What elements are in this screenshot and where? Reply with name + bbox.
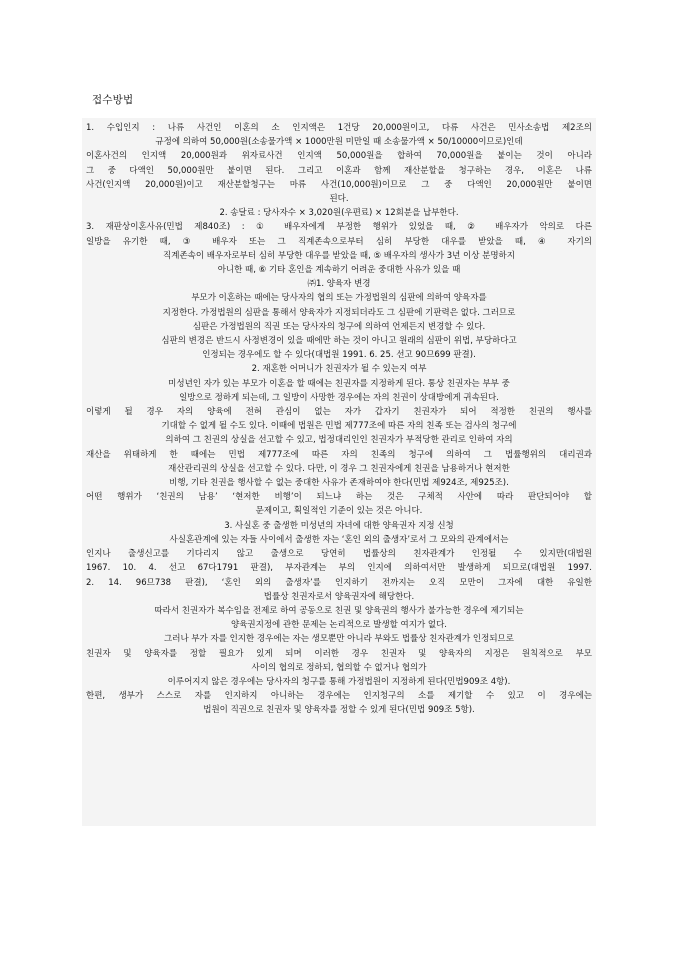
document-body bbox=[82, 118, 596, 826]
document-line: 1. 수입인지 : 나류 사건인 이혼의 소 인지액은 1건당 20,000원이고, 다류 사건은 민사소송법 제2조의 bbox=[86, 123, 592, 133]
document-line: 미성년인 자가 있는 부모가 이혼을 할 때에는 친권자를 지정하게 된다. 통상 친권자는 부부 중 bbox=[168, 378, 510, 389]
document-line: 한편, 생부가 스스로 자를 인지하지 아니하는 경우에는 인지청구의 소를 제기할 수 있고 이 경우에는 bbox=[86, 691, 592, 702]
document-line: 어떤 행위가 ‘친권의 남용’ ‘현저한 비행’이 되느냐 하는 것은 구체적 사안에 따라 판단되어야 할 bbox=[86, 492, 592, 503]
document-line: 법원이 직권으로 친권자 및 양육자를 정할 수 있게 된다(민법 909조 5항). bbox=[203, 705, 475, 716]
document-line: 3. 사실혼 중 출생한 미성년의 자녀에 대한 양육권자 지정 신청 bbox=[224, 520, 454, 531]
document-line: 부모가 이혼하는 때에는 당사자의 협의 또는 가정법원의 심판에 의하여 양육자를 bbox=[191, 293, 487, 304]
document-line: 아니한 때, ⑥ 기타 혼인을 계속하기 어려운 중대한 사유가 있을 때 bbox=[217, 265, 461, 276]
document-line: 사건(인지액 20,000원)이고 재산분할청구는 마류 사건(10,000원)이므로 그 중 다액인 20,000원만 붙이면 bbox=[86, 179, 592, 190]
document-line: 1967. 10. 4. 선고 67다1791 판결), 부자관계는 부의 인지에 의하여서만 발생하게 되므로(대법원 1997. bbox=[86, 563, 592, 574]
document-line: 직계존속이 배우자로부터 심히 부당한 대우를 받았을 때, ⑤ 배우자의 생사가 3년 이상 분명하지 bbox=[163, 250, 515, 261]
document-line: 사이의 협의로 정하되, 협의할 수 없거나 협의가 bbox=[251, 662, 427, 673]
document-line: 규정에 의하여 50,000원(소송물가액 × 1000만원 미만일 때 소송물가액 × 50/10000이므로)인데 bbox=[155, 137, 523, 148]
document-line: 재산을 위태하게 한 때에는 민법 제777조에 따른 자의 친족의 청구에 의하여 그 법률행위의 대리권과 bbox=[86, 449, 592, 460]
document-line: 2. 14. 96므738 판결), ‘혼인 외의 출생자’를 인지하기 전까지는 오직 모만이 그자에 대한 유일한 bbox=[86, 577, 592, 588]
document-line: 인지나 출생신고를 기다리지 않고 출생으로 당연히 법률상의 친자관계가 인정될 수 있지만(대법원 bbox=[86, 549, 592, 560]
document-line: 된다. bbox=[329, 194, 349, 205]
document-line: 2. 재혼한 어머니가 친권자가 될 수 있는지 여부 bbox=[251, 364, 427, 375]
document-line: 문제이고, 획일적인 기준이 있는 것은 아니다. bbox=[255, 506, 423, 517]
document-line: 2. 송달료 : 당사자수 × 3,020원(우편료) × 12회분을 납부한다. bbox=[219, 208, 459, 219]
document-line: 일방을 유기한 때, ③ 배우자 또는 그 직계존속으로부터 심히 부당한 대우를 받았을 때, ④ 자기의 bbox=[86, 236, 592, 247]
document-line: 사실혼관계에 있는 자들 사이에서 출생한 자는 ‘혼인 외의 출생자’로서 그 모와의 관계에서는 bbox=[169, 534, 509, 545]
document-line: 그러나 부가 자를 인지한 경우에는 자는 생모뿐만 아니라 부와도 법률상 친자관계가 인정되므로 bbox=[164, 634, 514, 645]
document-line: 이렇게 될 경우 자의 양육에 전혀 관심이 없는 자가 갑자기 친권자가 되어 적정한 친권의 행사를 bbox=[86, 407, 592, 418]
document-line: 심판은 가정법원의 직권 또는 당사자의 청구에 의하여 언제든지 변경할 수 있다. bbox=[192, 321, 486, 332]
document-line: 기대할 수 없게 될 수도 있다. 이때에 법원은 민법 제777조에 따른 자의 친족 또는 검사의 청구에 bbox=[161, 421, 517, 432]
document-line: 그 중 다액인 50,000원만 붙이면 된다. 그리고 이혼과 함께 재산분할을 청구하는 경우, 이혼은 나류 bbox=[86, 165, 592, 176]
document-line: 이혼사건의 인지액 20,000원과 위자료사건 인지액 50,000원을 합하여 70,000원을 붙이는 것이 아니라 bbox=[86, 151, 592, 162]
document-title: 접수방법 bbox=[92, 94, 134, 106]
document-line: 친권자 및 양육자를 정할 필요가 있게 되며 이러한 경우 친권자 및 양육자의 지정은 원칙적으로 부모 bbox=[86, 648, 592, 659]
document-line: 일방으로 정하게 되는데, 그 일방이 사망한 경우에는 자의 친권이 상대방에게 귀속된다. bbox=[179, 392, 499, 403]
document-line: 비행, 기타 친권을 행사할 수 없는 중대한 사유가 존재하여야 한다(민법 제924조, 제925조). bbox=[169, 478, 509, 489]
document-line: 재산관리권의 상실을 선고할 수 있다. 다만, 이 경우 그 친권자에게 친권을 남용하거나 현저한 bbox=[168, 463, 510, 474]
document-line: 의하여 그 친권의 상실을 선고할 수 있고, 법정대리인인 친권자가 부적당한 관리로 인하여 자의 bbox=[165, 435, 513, 446]
document-line: 3. 재판상이혼사유(민법 제840조) : ① 배우자에게 부정한 행위가 있었을 때, ② 배우자가 악의로 다른 bbox=[86, 222, 592, 233]
document-line: ㈜1. 양육자 변경 bbox=[307, 279, 371, 290]
document-line: 양육권지정에 관한 문제는 논리적으로 발생할 여지가 없다. bbox=[231, 620, 447, 631]
document-line: 지정한다. 가정법원의 심판을 통해서 양육자가 지정되더라도 그 심판에 기판력은 없다. 그러므로 bbox=[162, 307, 516, 318]
document-line: 인정되는 경우에도 할 수 있다(대법원 1991. 6. 25. 선고 90므699 판결). bbox=[202, 350, 476, 361]
document-line: 심판의 변경은 반드시 사정변경이 있을 때에만 하는 것이 아니고 원래의 심판이 위법, 부당하다고 bbox=[161, 336, 517, 347]
document-line: 이루어지지 않은 경우에는 당사자의 청구를 통해 가정법원이 지정하게 된다(민법909조 4항). bbox=[167, 676, 511, 687]
document-line: 따라서 친권자가 복수임을 전제로 하여 공동으로 친권 및 양육권의 행사가 불가능한 경우에 제기되는 bbox=[154, 605, 524, 616]
document-line: 법률상 친권자로서 양육권자에 해당한다. bbox=[263, 591, 415, 602]
